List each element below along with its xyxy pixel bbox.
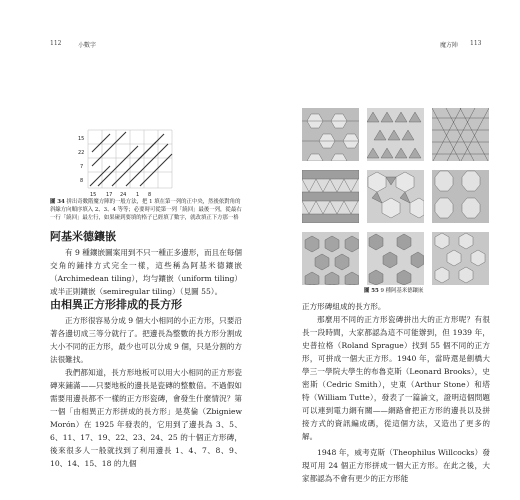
paragraph-moron: 我們都知道，長方形地板可以用大小相同的正方形瓷磚來鋪滿——只要地板的邊長是瓷磚的整數倍。不過假如需要用邊長都不一樣的正方形瓷磚，會發生什麼情況？第一個「由相異正方形拼成的長方形」是莫倫（Zbigniew Morón）在 1925 年發表的，它用到了邊長為 3、5、6、11、17、19、22、23、24、25 的十個正方形磚，後來很多人一般就找到了利用邊長 1、4、7、8、9、10、14、15、18 的九個 xyxy=(50,368,242,468)
y-tick: 22 xyxy=(78,150,85,156)
tiling-2 xyxy=(367,108,424,161)
tiling-7 xyxy=(302,232,359,285)
tiling-5 xyxy=(367,170,424,223)
figure54-caption-text: 拼出奇數階魔方陣的一般方法，把 1 填在第一列的正中央，然後依對角的斜線方向順序填入 2、3、4 等等；必要時可從第一列「繞回」最後一列，從最右一行「繞回」最左行，如果碰到要填的格子已經填了數字，就改填正下方那一格 xyxy=(50,199,242,221)
magic-square-diagram xyxy=(76,126,180,202)
x-tick: 17 xyxy=(106,192,113,198)
paragraph-continued: 正方形磚組成的長方形。 xyxy=(302,302,386,311)
y-tick: 8 xyxy=(80,178,84,184)
figure54-label: 圖 34 xyxy=(50,199,65,205)
x-tick: 15 xyxy=(90,192,97,198)
tiling-4 xyxy=(302,170,359,223)
magic-square-svg xyxy=(76,126,180,198)
left-page-number: 112 xyxy=(50,40,62,47)
y-tick: 15 xyxy=(78,136,85,142)
tiling-1 xyxy=(302,108,359,161)
paragraph-willcocks: 1948 年，威考克斯（Theophilus Willcocks）發現可用 24 個正方形拼成一個大正方形。在此之後，大家都認為不會有更少的正方形能 xyxy=(302,448,490,483)
x-tick: 24 xyxy=(120,192,127,198)
diagonal-arrows xyxy=(90,132,172,186)
tiling-6 xyxy=(432,170,489,223)
right-chapter-title: 魔方陣 xyxy=(440,42,459,49)
x-tick: 1 xyxy=(136,192,140,198)
archimedean-tilings-figure xyxy=(302,108,490,288)
y-tick: 7 xyxy=(80,164,84,170)
paragraph-squares-intro: 正方形很容易分成 9 個大小相同的小正方形，只要沿著各邊切成三等分就行了。把邊長為整數的長方形分割成大小不同的正方形，最少也可以分成 9 個，只是分割的方法很難找。 xyxy=(50,316,242,364)
heading-squared-rectangles: 由相異正方形排成的長方形 xyxy=(50,298,182,311)
tiling-9 xyxy=(432,232,489,285)
figure55-label: 圖 55 xyxy=(364,288,379,294)
figure54-caption xyxy=(50,198,242,222)
paragraph-squared-squares: 那麼用不同的正方形瓷磚拼出大的正方形呢？有很長一段時間，大家都認為這不可能辦到，但 1939 年，史普拉格（Roland Sprague）找到 55 個不同的正方形，可拼成一個大正方形。1940 年，當時還是劍橋大學三一學院大學生的布魯克斯（Leonard Brooks），史密斯（Cedric Smith），史東（Arthur Stone）和塔特（William Tutte），發表了一篇論文，證明這個問題可以連到電力網有關——網路會把正方形的邊長以及拼接方式的資訊編成碼，從這個方法，又造出了更多的解。 xyxy=(302,315,490,441)
figure55-caption xyxy=(364,287,423,295)
left-book-title: 小數字 xyxy=(78,42,97,49)
tiling-3 xyxy=(432,108,489,161)
x-tick: 8 xyxy=(148,192,152,198)
paragraph-archimedean: 有 9 種鑲嵌圖案用到不只一種正多邊形，而且在每個交角的鋪排方式完全一樣，這些稱為阿基米德鑲嵌（Archimedean tiling），均勻鑲嵌（uniform tiling）或半正則鑲嵌（semiregular tiling）（見圖 55）。 xyxy=(50,248,242,296)
figure55-caption-text: 9 種阿基米德鑲嵌 xyxy=(380,288,424,294)
tiling-8 xyxy=(367,232,424,285)
heading-archimedean-tiling: 阿基米德鑲嵌 xyxy=(50,230,116,243)
right-page-number: 113 xyxy=(470,40,482,47)
